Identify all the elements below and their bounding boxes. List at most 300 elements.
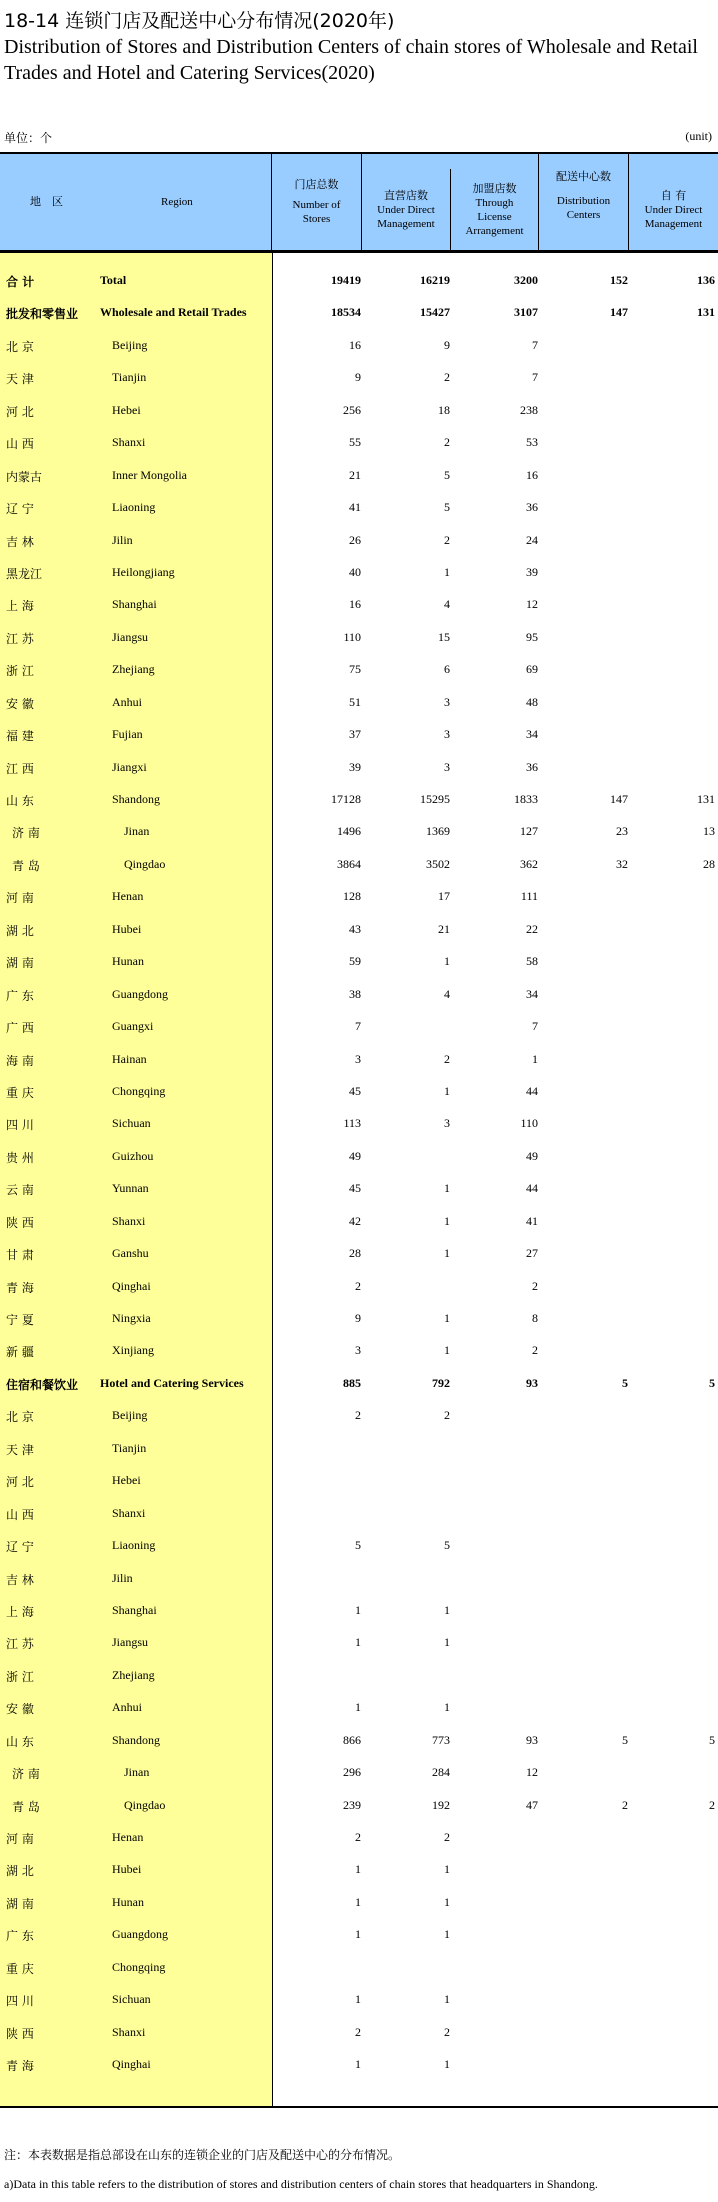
license-value: 111 [520, 889, 538, 904]
table-row [0, 394, 718, 426]
header-top-band-right [629, 154, 718, 169]
table-row [0, 1367, 718, 1399]
direct-value: 1 [444, 1602, 450, 1617]
stores-value: 113 [343, 1116, 361, 1131]
header-own-en: Under Direct Management [644, 203, 703, 230]
table-row [0, 361, 718, 393]
direct-value: 3 [444, 694, 450, 709]
stores-value: 9 [355, 1311, 361, 1325]
header-direct-zh: 直营店数 [384, 188, 428, 202]
table-row [0, 880, 718, 912]
region-name-zh: 济 南 [12, 1767, 40, 1782]
region-name-en: Hunan [112, 954, 144, 969]
region-name-en: Shanxi [112, 1505, 146, 1520]
direct-value: 2 [444, 1830, 450, 1844]
stores-value: 128 [343, 889, 361, 904]
table-row [0, 978, 718, 1010]
region-name-zh: 浙 江 [6, 1669, 34, 1684]
table-row [0, 1497, 718, 1529]
own-value: 5 [709, 1375, 715, 1390]
license-value: 7 [532, 1019, 538, 1034]
license-value: 27 [526, 1246, 538, 1261]
stores-value: 2 [355, 2024, 361, 2039]
region-name-en: Tianjin [112, 370, 147, 385]
region-name-zh: 批发和零售业 [6, 307, 79, 322]
region-name-zh: 海 南 [6, 1053, 34, 1068]
centers-value: 2 [622, 1797, 628, 1812]
table-row [0, 556, 718, 588]
direct-value: 284 [432, 1765, 450, 1780]
stores-value: 38 [349, 986, 361, 1001]
footnote-en: a)Data in this table refers to the distribution of stores and distribution centers of chain stores that headquarters in Shandong. [4, 2177, 598, 2191]
region-name-en: Guangxi [112, 1019, 154, 1034]
region-name-zh: 陕 西 [6, 2026, 34, 2041]
stores-value: 5 [355, 1538, 361, 1553]
region-name-zh: 吉 林 [6, 1572, 34, 1587]
region-name-en: Inner Mongolia [112, 467, 187, 482]
table-row [0, 686, 718, 718]
region-name-en: Ningxia [112, 1311, 151, 1325]
region-name-zh: 四 川 [6, 1994, 34, 2009]
direct-value: 15 [438, 629, 450, 644]
license-value: 44 [526, 1181, 538, 1196]
direct-value: 1 [444, 1635, 450, 1650]
direct-value: 1 [444, 1181, 450, 1196]
region-name-en: Guangdong [112, 986, 168, 1001]
license-value: 95 [526, 629, 538, 644]
region-name-zh: 吉 林 [6, 534, 34, 549]
stores-value: 19419 [331, 273, 361, 287]
license-value: 24 [526, 532, 538, 547]
own-value: 28 [703, 856, 715, 871]
table-row [0, 459, 718, 491]
unit-label-zh: 单位：个 [4, 131, 53, 145]
direct-value: 1 [444, 1246, 450, 1261]
region-name-en: Wholesale and Retail Trades [100, 305, 247, 320]
region-name-zh: 北 京 [6, 1410, 34, 1425]
region-name-zh: 上 海 [6, 599, 34, 614]
license-value: 7 [532, 337, 538, 352]
direct-value: 1 [444, 1311, 450, 1325]
direct-value: 17 [438, 889, 450, 904]
region-name-en: Heilongjiang [112, 564, 175, 579]
direct-value: 5 [444, 1538, 450, 1553]
license-value: 53 [526, 435, 538, 450]
region-name-en: Hotel and Catering Services [100, 1375, 244, 1390]
license-value: 39 [526, 564, 538, 579]
unit-label-en: (unit) [685, 129, 712, 143]
stores-value: 110 [343, 629, 361, 644]
table-row [0, 913, 718, 945]
direct-value: 2 [444, 532, 450, 547]
region-name-en: Jiangsu [112, 1635, 148, 1650]
region-name-en: Sichuan [112, 1992, 151, 2007]
table-row [0, 1756, 718, 1788]
license-value: 93 [526, 1732, 538, 1747]
direct-value: 1369 [426, 824, 450, 839]
table-row [0, 653, 718, 685]
region-name-en: Zhejiang [112, 1667, 155, 1682]
centers-value: 5 [622, 1732, 628, 1747]
stores-value: 41 [349, 500, 361, 515]
region-name-zh: 新 疆 [6, 1345, 34, 1360]
centers-value: 5 [622, 1375, 628, 1390]
region-name-zh: 贵 州 [6, 1150, 34, 1165]
region-name-en: Chongqing [112, 1083, 166, 1098]
region-name-zh: 北 京 [6, 339, 34, 354]
table-row [0, 1951, 718, 1983]
own-value: 136 [697, 273, 715, 287]
region-name-en: Fujian [112, 727, 143, 742]
stores-value: 45 [349, 1181, 361, 1196]
region-name-zh: 江 西 [6, 761, 34, 776]
region-name-zh: 重 庆 [6, 1085, 34, 1100]
header-own-zh: 自 有 [660, 188, 687, 202]
license-value: 49 [526, 1148, 538, 1163]
region-name-en: Qinghai [112, 2057, 151, 2072]
region-name-en: Liaoning [112, 500, 156, 515]
region-name-zh: 湖 北 [6, 923, 34, 938]
region-name-en: Qingdao [124, 856, 166, 871]
region-name-en: Shanghai [112, 597, 157, 612]
direct-value: 15295 [420, 792, 450, 806]
region-name-zh: 江 苏 [6, 1637, 34, 1652]
stores-value: 296 [343, 1765, 361, 1780]
stores-value: 39 [349, 759, 361, 774]
license-value: 41 [526, 1213, 538, 1228]
table-row [0, 1659, 718, 1691]
stores-value: 885 [343, 1375, 361, 1390]
direct-value: 1 [444, 1927, 450, 1942]
region-name-zh: 山 东 [6, 1734, 34, 1749]
region-name-zh: 河 北 [6, 1475, 34, 1490]
direct-value: 5 [444, 500, 450, 515]
table-row [0, 1886, 718, 1918]
region-name-zh: 湖 北 [6, 1864, 34, 1879]
table-row [0, 1334, 718, 1366]
stores-value: 51 [349, 694, 361, 709]
region-name-en: Liaoning [112, 1538, 156, 1553]
table-row [0, 1626, 718, 1658]
stores-value: 2 [355, 1278, 361, 1293]
stores-value: 1 [355, 1602, 361, 1617]
region-name-zh: 山 西 [6, 437, 34, 452]
table-row [0, 1983, 718, 2015]
region-name-zh: 福 建 [6, 729, 34, 744]
region-name-en: Total [100, 273, 127, 287]
region-name-zh: 浙 江 [6, 664, 34, 679]
region-name-en: Hunan [112, 1894, 144, 1909]
table-row [0, 1789, 718, 1821]
stores-value: 1 [355, 2057, 361, 2072]
stores-value: 21 [349, 467, 361, 482]
direct-value: 1 [444, 1700, 450, 1715]
region-name-en: Anhui [112, 1700, 142, 1715]
region-name-zh: 辽 宁 [6, 502, 34, 517]
region-name-zh: 河 南 [6, 1832, 34, 1846]
direct-value: 15427 [420, 305, 450, 320]
region-name-zh: 青 海 [6, 1280, 34, 1295]
table-row [0, 1821, 718, 1853]
license-value: 1833 [514, 792, 538, 806]
region-name-zh: 上 海 [6, 1604, 34, 1619]
table-row [0, 524, 718, 556]
stores-value: 2 [355, 1408, 361, 1423]
stores-value: 18534 [331, 305, 361, 320]
stores-value: 40 [349, 564, 361, 579]
stores-value: 7 [355, 1019, 361, 1034]
region-name-en: Jiangxi [112, 759, 147, 774]
table-row [0, 1594, 718, 1626]
license-value: 48 [526, 694, 538, 709]
region-name-zh: 合 计 [6, 275, 35, 289]
own-value: 5 [709, 1732, 715, 1747]
table-row [0, 588, 718, 620]
direct-value: 3 [444, 727, 450, 742]
license-value: 34 [526, 727, 538, 742]
region-name-zh: 重 庆 [6, 1961, 34, 1976]
region-name-en: Shanxi [112, 2024, 146, 2039]
license-value: 12 [526, 597, 538, 612]
license-value: 47 [526, 1797, 538, 1812]
region-name-en: Yunnan [112, 1181, 149, 1196]
header-region-zh: 地 区 [30, 195, 63, 208]
region-name-en: Jinan [124, 824, 150, 839]
region-name-en: Hebei [112, 1473, 141, 1488]
stores-value: 59 [349, 954, 361, 969]
stores-value: 239 [343, 1797, 361, 1812]
region-name-en: Anhui [112, 694, 142, 709]
region-name-en: Zhejiang [112, 662, 155, 677]
license-value: 3107 [514, 305, 538, 320]
stores-value: 49 [349, 1148, 361, 1163]
license-value: 2 [532, 1343, 538, 1358]
region-name-en: Jiangsu [112, 629, 148, 644]
stores-value: 43 [349, 921, 361, 936]
region-name-en: Jinan [124, 1765, 150, 1780]
table-body [0, 264, 718, 2081]
table-row [0, 491, 718, 523]
license-value: 36 [526, 500, 538, 515]
stores-value: 1 [355, 1700, 361, 1715]
direct-value: 1 [444, 1992, 450, 2007]
stores-value: 1 [355, 1992, 361, 2007]
direct-value: 2 [444, 1408, 450, 1423]
header-stores-zh: 门店总数 [294, 178, 339, 191]
direct-value: 2 [444, 2024, 450, 2039]
header-stores-en: Number of Stores [292, 199, 341, 225]
table-row [0, 751, 718, 783]
region-name-en: Beijing [112, 337, 148, 352]
centers-value: 23 [616, 824, 628, 839]
region-name-en: Qingdao [124, 1797, 166, 1812]
table-row [0, 1172, 718, 1204]
stores-value: 2 [355, 1830, 361, 1844]
stores-value: 1 [355, 1894, 361, 1909]
header-license-zh: 加盟店数 [472, 181, 517, 195]
license-value: 12 [526, 1765, 538, 1780]
page-title-zh: 18-14 连锁门店及配送中心分布情况(2020年) [4, 10, 395, 32]
footnote-zh: 注：本表数据是指总部设在山东的连锁企业的门店及配送中心的分布情况。 [4, 2148, 401, 2162]
table-row [0, 426, 718, 458]
region-name-zh: 安 徽 [6, 696, 34, 711]
table-row [0, 1237, 718, 1269]
stores-value: 42 [349, 1213, 361, 1228]
region-name-zh: 天 津 [6, 1442, 34, 1457]
license-value: 36 [526, 759, 538, 774]
own-value: 13 [703, 824, 715, 839]
direct-value: 1 [444, 564, 450, 579]
stores-value: 1 [355, 1862, 361, 1877]
stores-value: 28 [349, 1246, 361, 1261]
data-table [0, 152, 718, 2108]
table-row [0, 621, 718, 653]
direct-value: 792 [432, 1375, 450, 1390]
stores-value: 866 [343, 1732, 361, 1747]
license-value: 22 [526, 921, 538, 936]
direct-value: 3 [444, 759, 450, 774]
region-name-en: Henan [112, 889, 144, 904]
stores-value: 16 [349, 597, 361, 612]
region-name-zh: 宁 夏 [6, 1313, 34, 1327]
region-name-zh: 安 徽 [6, 1702, 34, 1717]
header-stores [272, 154, 362, 251]
stores-value: 16 [349, 337, 361, 352]
centers-value: 32 [616, 856, 628, 871]
direct-value: 1 [444, 1343, 450, 1358]
region-name-zh: 山 东 [6, 794, 34, 808]
license-value: 362 [520, 856, 538, 871]
direct-value: 1 [444, 1862, 450, 1877]
license-value: 34 [526, 986, 538, 1001]
table-row [0, 1691, 718, 1723]
direct-value: 18 [438, 402, 450, 417]
region-name-en: Beijing [112, 1408, 148, 1423]
table-row [0, 848, 718, 880]
region-name-en: Tianjin [112, 1440, 147, 1455]
region-name-en: Hebei [112, 402, 141, 417]
direct-value: 4 [444, 597, 450, 612]
table-row [0, 2016, 718, 2048]
stores-value: 55 [349, 435, 361, 450]
region-name-zh: 河 北 [6, 404, 34, 419]
region-name-zh: 江 苏 [6, 631, 34, 646]
centers-value: 147 [610, 305, 628, 320]
region-name-en: Shandong [112, 1732, 160, 1747]
centers-value: 147 [610, 792, 628, 806]
region-name-en: Guangdong [112, 1927, 168, 1942]
table-row [0, 296, 718, 328]
stores-value: 37 [349, 727, 361, 742]
table-row [0, 329, 718, 361]
region-name-zh: 黑龙江 [6, 566, 43, 581]
region-name-zh: 住宿和餐饮业 [6, 1377, 79, 1392]
direct-value: 16219 [420, 273, 450, 287]
license-value: 7 [532, 370, 538, 385]
centers-value: 152 [610, 273, 628, 287]
direct-value: 1 [444, 954, 450, 969]
table-row [0, 1853, 718, 1885]
stores-value: 1496 [337, 824, 361, 839]
region-name-zh: 甘 肃 [6, 1248, 34, 1263]
region-name-zh: 湖 南 [6, 956, 34, 971]
direct-value: 1 [444, 2057, 450, 2072]
direct-value: 5 [444, 467, 450, 482]
region-name-en: Chongqing [112, 1959, 166, 1974]
region-name-en: Ganshu [112, 1246, 149, 1261]
table-row [0, 1075, 718, 1107]
direct-value: 773 [432, 1732, 450, 1747]
direct-value: 4 [444, 986, 450, 1001]
header-license-en: Through License Arrangement [465, 196, 524, 237]
header-direct [362, 169, 451, 251]
direct-value: 2 [444, 435, 450, 450]
own-value: 131 [697, 792, 715, 806]
table-row [0, 1010, 718, 1042]
stores-value: 17128 [331, 792, 361, 806]
region-name-zh: 青 海 [6, 2059, 34, 2074]
region-name-en: Hubei [112, 1862, 142, 1877]
table-row [0, 2048, 718, 2080]
license-value: 110 [520, 1116, 538, 1131]
header-license [451, 169, 539, 251]
stores-value: 3 [355, 1343, 361, 1358]
table-row [0, 1107, 718, 1139]
region-name-en: Guizhou [112, 1148, 154, 1163]
header-top-band [362, 154, 539, 169]
region-name-en: Hubei [112, 921, 142, 936]
table-row [0, 1562, 718, 1594]
region-name-en: Jilin [112, 1570, 133, 1585]
license-value: 2 [532, 1278, 538, 1293]
header-direct-en: Under Direct Management [377, 203, 435, 230]
region-name-zh: 青 岛 [12, 858, 40, 873]
region-name-zh: 青 岛 [12, 1799, 40, 1814]
region-name-zh: 河 南 [6, 891, 34, 906]
table-row [0, 718, 718, 750]
region-name-en: Xinjiang [112, 1343, 154, 1358]
table-row [0, 1399, 718, 1431]
stores-value: 1 [355, 1927, 361, 1942]
stores-value: 75 [349, 662, 361, 677]
region-name-en: Shandong [112, 792, 160, 806]
region-name-zh: 广 东 [6, 1929, 34, 1944]
license-value: 238 [520, 402, 538, 417]
region-name-zh: 济 南 [12, 826, 40, 841]
table-row [0, 1140, 718, 1172]
table-row [0, 264, 718, 296]
license-value: 1 [532, 1051, 538, 1066]
own-value: 131 [697, 305, 715, 320]
own-value: 2 [709, 1797, 715, 1812]
direct-value: 192 [432, 1797, 450, 1812]
stores-value: 3 [355, 1051, 361, 1066]
direct-value: 2 [444, 370, 450, 385]
region-name-zh: 陕 西 [6, 1215, 34, 1230]
table-row [0, 1724, 718, 1756]
direct-value: 3 [444, 1116, 450, 1131]
direct-value: 1 [444, 1083, 450, 1098]
direct-value: 2 [444, 1051, 450, 1066]
header-centers-zh: 配送中心数 [556, 170, 611, 183]
direct-value: 1 [444, 1894, 450, 1909]
table-row [0, 815, 718, 847]
page-title-en: Distribution of Stores and Distribution Centers of chain stores of Wholesale and Retail Trades and Hotel and Catering Services(2020) [4, 36, 698, 84]
direct-value: 3502 [426, 856, 450, 871]
license-value: 69 [526, 662, 538, 677]
license-value: 93 [526, 1375, 538, 1390]
region-name-en: Jilin [112, 532, 133, 547]
